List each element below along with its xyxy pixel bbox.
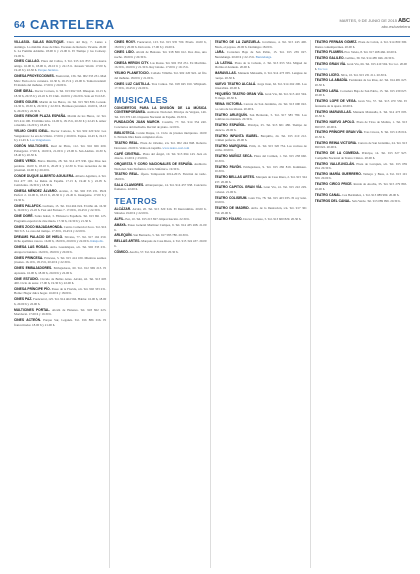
listing-name: CAFÉ CENTRAL. — [114, 151, 142, 156]
listing-entry — [14, 245, 106, 254]
listing-details: Fuencarral, 123. Tel. 915 935 700. Pixels. 16.00 h, 18.00 h y 20.00 h. Del revés. 17.00 h y 19.00 h. — [114, 40, 207, 49]
listing-name: YELMO PLANETOCIO. — [114, 71, 150, 76]
listing-entry — [14, 225, 106, 234]
listing-details: Alcalá de Henares. Tel. 918 826 612. Dos días, una noche. 18.00 h y 20.30 h. — [114, 50, 207, 59]
listing-details: San Bernardo, 5. Tel. 917 583 780. Los hombres no mienten. 20.30 h. — [214, 112, 307, 122]
listing-name: AMAYA. — [114, 223, 127, 228]
listing-details: Plaza de Colón, 4. Tel. 914 800 300. Danza contemporánea. 20.00 h. — [314, 40, 408, 49]
listing-entry — [315, 50, 407, 55]
edition-line: abc.es/cartelera — [381, 24, 410, 29]
listing-entry — [315, 199, 407, 204]
date-line: MARTES, 9 DE JUNIO DE 2015 ABC — [339, 18, 410, 24]
listing-entry — [215, 61, 307, 70]
listing-entry — [315, 130, 407, 139]
listing-name: TEATRO MARQUINA. — [214, 143, 249, 148]
listing-entry — [114, 152, 206, 161]
listing-name: TEATRO CANAL. — [314, 192, 342, 197]
listing-details: Martín de los Heros, 14. Tel. 915 593 836. Loreak. 16.30 h, 18.30 h, 20.30 h y 22.30 h. Hermosa juventud. 16.00 h, 18.10 h, 20.20 h y 22.30 h. — [14, 99, 107, 113]
column-3 — [215, 40, 311, 568]
listing-details: Bravo Murillo, 28. Tel. 914 473 930. Que Dios nos perdone. 16.00 h, 18.10 h, 20.20 h y 22.30 h. Tres recuerdos de mi juventud. 16.00 h y 20.20 h. — [14, 159, 107, 173]
listing-details: Collado Villalba. Tel. 902 220 922. Al filo del mañana. 18.00 h y 21.00 h. — [114, 71, 207, 80]
listing-name: TEATRO DE MADRID. — [214, 206, 250, 211]
listing-entry — [14, 256, 106, 265]
column-2 — [114, 40, 210, 568]
listing-name: TEATRO ESPAÑOL. — [214, 123, 247, 128]
listing-name: CINES LIDO. — [114, 50, 135, 55]
listing-name: ALCÁZAR. — [114, 206, 132, 211]
listing-name: LARA. — [214, 50, 225, 55]
listing-name: ODEÓN MULTICINES. — [14, 144, 49, 149]
listing-entry — [14, 189, 106, 203]
listing-details: Centro Comercial Zoco. Tel. 916 396 515. La casa del tiempo. 17.30 h, 19.45 h y 22.00 h. — [14, 224, 107, 234]
listing-details: Avda. Guadalajara, s/n. Tel. 902 333 231. Atrapa la bandera. 16.00 h, 18.00 h y 20.00 h. — [14, 245, 107, 254]
listing-entry — [215, 185, 307, 194]
listing-details: Sala Verde. Tel. 913 089 999. 20.30 h. — [351, 198, 401, 203]
listing-entry — [315, 56, 407, 61]
listing-details: Gran Vía, 66. Tel. 915 410 594. El mago. 20.30 h. — [214, 91, 307, 101]
listing-details: Pico Veleta, 8. Tel. 917 268 466. 20.00 h. — [344, 50, 398, 55]
listing-name: PEQUEÑO TEATRO GRAN VÍA. — [214, 91, 264, 96]
listing-details: Marqués de Casa Riera, 2. Tel. 915 324 437. 20.00 h. — [114, 239, 207, 248]
listing-details: Carrera de San Jerónimo, 24. Tel. 913 690 022. La cena de los idiotas. 20.00 h. — [214, 102, 307, 111]
listing-entry — [114, 120, 206, 129]
listing-details: Auditorio Nacional. Príncipe de Vergara, 146. Tel. 913 370 140. Orquesta Nacional de España. 19.30 h. — [114, 110, 207, 119]
listing-name: MULTICINES PORTAL. — [14, 307, 51, 312]
listing-details: Atocha, 57. Tel. 914 292 002. 20.30 h. — [129, 249, 179, 254]
listing-name: CONDE DUQUE ALBERTO AGUILERA. — [14, 174, 75, 179]
listing-name: TEATROS DEL CANAL. — [314, 198, 352, 203]
listing-details: Clara del Rey, 7. Lunes a domingo. La maldita clase de Dios. Escenas de Roberto Vicente. 20.00 h. La Familia Addams. 18.00 h y 21.00 h. El Tiempo y los Conway. 19.00 h. — [14, 40, 107, 58]
listing-entry — [14, 287, 106, 296]
listing-name: CINES ACTEÓN. — [14, 318, 42, 323]
listing-details: Fuencarral, 136. Tel. 902 333 231. Mad Max: Furia en la carretera. 16.30 h, 19.15 h y 22.00 h. Tomorrowland: El mundo del mañana. 17.00 h y 20.00 h. — [14, 74, 107, 88]
listing-entry — [215, 123, 307, 132]
listing-details: Auditorio Nacional. Sala Sinfónica. Ciclo Sinfónico. 19.30 h. — [114, 162, 207, 171]
listing-name: TEATRO REAL. — [114, 141, 139, 146]
listing-entry — [114, 217, 206, 222]
listing-highlight-link[interactable]: Toc toc. — [317, 66, 329, 71]
listing-entry — [114, 207, 206, 216]
listing-details: Cea Bermúdez, 1. Tel. 913 089 999. 20.00 h. — [342, 192, 400, 197]
listing-details: Paseo General Martínez Campos, 9. Tel. 914 435 268. 21.00 h. — [114, 223, 207, 232]
listing-name: CINES PAZ. — [14, 297, 33, 302]
listing-details: Gran Vía, 66. Tel. 915 410 594. Toc toc. 20.00 h. — [314, 62, 407, 71]
listing-name: MARAVILLAS. — [214, 71, 237, 76]
listing-name: CINESA HERON CITY. — [114, 60, 150, 65]
listing-details: Conde Duque, 11. Ciclo de jóvenes intérpretes. 19.00 h. Entrada libre hasta completar aforo. — [114, 130, 207, 140]
listing-entry — [215, 196, 307, 205]
listing-entry — [114, 61, 206, 70]
listing-details: Tres Cantos. Tel. 918 045 010. Whiplash. 17.30 h, 19.45 h y 22.00 h. — [114, 81, 207, 91]
listing-name: TEATRO ARLEQUÍN. — [214, 112, 248, 117]
listing-entry — [114, 131, 206, 140]
listing-entry — [14, 129, 106, 143]
header-rule — [14, 36, 410, 37]
listing-details: Real de Pinto, 112. Tel. 916 926 200. Poltergeist. 17.00 h, 19.00 h, 21.00 h y 23.00 h. San Andrés. 16.30 h, 18.40 h y 20.50 h. — [14, 144, 107, 158]
listing-name: CINES GOLEM. — [14, 99, 39, 104]
listing-name: TEATRO FÍGARO. — [214, 216, 243, 221]
listing-name: TEATRO BELLAS ARTES. — [214, 175, 255, 180]
listing-name: TEATRO PAVÓN. — [214, 164, 242, 169]
listing-entry — [315, 162, 407, 171]
listing-details: Ronda de Atocha, 35. Tel. 915 279 865. 20.00 h. — [314, 182, 407, 191]
listing-entry — [114, 250, 206, 255]
listing-details: Plaza de Lavapiés, s/n. Tel. 915 059 294. 20.30 h. — [314, 161, 407, 171]
musicals-list — [114, 106, 206, 192]
listing-name: TEATRO LA ABADÍA. — [314, 78, 349, 83]
listing-details: Jorge Juan, 62. Tel. 914 262 200. Los miserables. 20.00 h. — [214, 81, 307, 91]
listing-details: Doctor Cortezo, 5. Tel. 913 600 829. 20.30 h. — [243, 216, 302, 221]
listing-entry — [315, 73, 407, 78]
listing-entry — [114, 183, 206, 192]
listing-name: CINESA PROYECCIONES. — [14, 74, 55, 79]
listing-details: Príncipe, 14. Tel. 915 327 927. Compañía Nacional de Teatro Clásico. 20.00 h. — [314, 151, 407, 160]
listing-name: BIBLIOTECA. — [114, 130, 136, 135]
listing-highlight-link[interactable]: Burundanga. — [255, 54, 272, 59]
page-header — [14, 16, 410, 36]
listing-entry — [315, 110, 407, 119]
listing-name: ARLEQUÍN. — [114, 233, 133, 238]
theatres-heading: TEATROS — [114, 195, 158, 206]
listing-name: VILLASOL SALAS BOUTIQUE. — [14, 40, 65, 44]
listing-details: Jovellanos, 4. Tel. 915 245 400. Black, el payaso. 20.00 h. Domingos 18.00 h. — [214, 40, 307, 49]
listing-name: CINES LUZ CASTILLA. — [114, 81, 151, 86]
listing-entry — [14, 59, 106, 73]
listing-details: Embajadores, 60. Tel. 912 969 213. El Apóstata. 16.00 h, 18.00 h, 20.00 h y 22.00 h. — [14, 266, 107, 275]
listing-name: BELLAS ARTES. — [114, 239, 141, 244]
listing-entry — [215, 134, 307, 143]
listing-entry — [14, 89, 106, 98]
listing-name: CINE DORÉ. — [14, 214, 34, 219]
column-2-cinema-list — [114, 40, 206, 91]
listing-entry — [215, 92, 307, 101]
listing-details: Gran Vía, 78. Tel. 915 423 035. El rey león. 20.00 h. — [214, 195, 307, 205]
listing-entry — [215, 154, 307, 163]
listing-name: TEATRO NUEVO APOLO. — [314, 120, 356, 125]
listing-details: San Bernardo, 5. Tel. 917 583 780. 20.30 h. — [133, 233, 189, 238]
listing-details: Corredera Baja de San Pablo, 15. Tel. 915 239 027. Burundanga. 20.00 h y 22.15 h. — [214, 50, 307, 59]
listing-name: LA LATINA. — [214, 60, 234, 65]
listing-entry — [315, 40, 407, 49]
listing-name: TEATRO FERNÁN GÓMEZ. — [314, 40, 358, 44]
listing-details: Fernández de los Ríos, 42. Tel. 914 481 627. 20.30 h. — [314, 78, 407, 87]
listing-details: Santa Isabel, 3. Filmoteca Española. Tel. 913 691 125. Programa especial de cine mudo. 17.30 h, 19.30 h y 21.30 h. — [14, 214, 107, 223]
listing-highlight-link[interactable]: Parque Jurásico. — [37, 68, 59, 73]
listing-name: CONCIERTOS PARA LA DIVISIÓN DE LA MÚSICA CONTEMPORÁNEA. — [114, 105, 207, 115]
listing-name: TEATRO REINA VICTORIA. — [314, 140, 357, 145]
listing-entry — [14, 159, 106, 173]
listing-entry — [114, 223, 206, 232]
listing-details: Plaza del Callao, 3. Tel. 915 221 857. Una nueva amiga. 16.00 h, 18.00 h, 20.10 h y 22.15 h. Jurassic World. 17.00 h, 19.45 h y 22.30 h. — [14, 59, 107, 73]
listing-name: CINES ZOCO MAJADAHONDA. — [14, 224, 63, 229]
listing-name: TEATRO COLISEUM. — [214, 195, 248, 200]
listing-name: CINES ROXY. — [114, 40, 136, 44]
listing-entry — [14, 74, 106, 88]
listing-details: Barquillo, 24. Tel. 915 210 212. Crimen perfecto. 20.00 h. — [214, 133, 307, 143]
listing-details: Luchana, 15. Tel. 914 464 024. El niño 44. 16.30 h, 19.00 h y 21.45 h. Fast and Furious 7. 17.00 h, 19.45 h y 22.30 h. — [14, 203, 107, 213]
column-1 — [14, 40, 110, 568]
listing-details: Galileo, 39. Tel. 914 485 046. 20.30 h. — [345, 56, 395, 61]
listing-entry — [215, 82, 307, 91]
listing-entry — [14, 144, 106, 158]
listing-entry — [14, 214, 106, 223]
listing-entry — [14, 235, 106, 244]
listing-name: TEATRO LICEO. — [314, 72, 340, 77]
listing-entry — [215, 206, 307, 215]
listing-highlight-link[interactable]: Kinépolis. — [90, 239, 104, 244]
listing-entry — [114, 40, 206, 49]
listing-name: CINES EMBAJADORES. — [14, 266, 53, 271]
listing-entry — [215, 71, 307, 80]
listing-name: REINA VICTORIA. — [214, 102, 243, 107]
listing-details: Manuela Malasaña, 6. Tel. 914 473 005. Lenguas de cuerpo. 20.30 h. — [214, 71, 307, 80]
listing-details: Plaza de Tirso de Molina, 1. Tel. 913 690 637. 20.00 h. — [314, 120, 408, 129]
listing-name: TEATRO VALLE-INCLÁN. — [314, 161, 355, 166]
listing-name: TEATRO GRAN VÍA. — [314, 62, 347, 67]
listing-entry — [315, 182, 407, 191]
listing-details: Plaza de la Cebada, 2. Tel. 913 653 534. Miguel de Molina al desnudo. 20.00 h. — [214, 60, 307, 70]
listing-highlight-link[interactable]: Los Vengadores. — [29, 138, 52, 143]
listing-details: Círculo de Bellas Artes. Alcalá, 42. Tel. 913 605 400. Ciclo de autor. 17.00 h, 19.30 h y 22.00 h. — [14, 276, 107, 286]
listing-details: Acanto, 2. Tel. 902 333 231. Pitch Perfect 2. 16.00 h, 18.15 h, 20.30 h y 22.45 h. Insurgente. 17.00 h y 19.30 h. — [14, 188, 107, 202]
listing-details: Corredera Baja de San Pablo, 15. Tel. 915 239 027. 20.00 h. — [314, 88, 408, 98]
listing-name: FUNDACIÓN JUAN MARCH. — [114, 120, 161, 125]
listing-entry — [315, 193, 407, 198]
masthead — [339, 18, 410, 30]
listing-entry — [14, 100, 106, 114]
listing-details: Plaza del Ángel, 10. Tel. 913 694 143. Jazz en directo. 21.00 h y 23.00 h. — [114, 151, 207, 161]
listing-entry — [114, 172, 206, 181]
listing-entry — [215, 165, 307, 174]
listing-details: Plaza de Oriente, s/n. Tel. 902 244 848. Roberto Devereux. 20.00 h. Venta en taquilla. — [114, 141, 207, 150]
listing-name: TEATRO CIRCO PRICE. — [314, 182, 353, 187]
listing-name: TEATRO GALILEO. — [314, 56, 345, 61]
listing-details: Carrera de San Jerónimo, 24. Tel. 913 690 022. 20.00 h. — [314, 140, 407, 150]
listing-name: CINES RENOIR PLAZA ESPAÑA. — [14, 114, 67, 119]
listing-entry — [315, 141, 407, 150]
listing-details: Avda. de la Ilustración, s/n. Tel. 917 301 750. 20.00 h. — [214, 206, 307, 215]
listing-entry — [14, 318, 106, 327]
listing-details: Fuencarral, 125. Tel. 914 464 566. Hablar. 16.00 h, 18.00 h, 20.00 h y 22.00 h. — [14, 297, 107, 306]
listing-name: TEATRO INFANTA ISABEL. — [214, 133, 259, 138]
listing-entry — [14, 40, 106, 58]
listing-details: Príncipe, 25. Tel. 913 601 480. Tiempo de silencio. 20.00 h. — [214, 123, 307, 132]
listing-details: Gran Vía, 41. Tel. 915 222 229. Cabaret. 21.00 h. — [214, 185, 307, 194]
listing-details: Silva, 10. Tel. 915 231 211. 20.30 h. — [340, 72, 388, 77]
listing-details: Doctor Cortezo, 6. Tel. 913 692 518. Dheepan. 16.15 h, 18.30 h, 20.35 h y 22.45 h. El Club. 16.00 h y 20.20 h. Sólo en V.O.S.E. — [14, 89, 107, 98]
listing-details: Alberto Aguilera, 4. Tel. 914 477 193. La Reina de España. 17.15 h, 19.40 h y 22.05 h. Cenicienta. 16.30 h y 18.30 h. — [14, 174, 107, 188]
listing-name: ALFIL. — [114, 217, 125, 222]
listing-entry — [215, 102, 307, 111]
paper-name: ABC — [398, 18, 410, 24]
listing-entry — [14, 308, 106, 317]
listing-entry — [14, 204, 106, 213]
listing-details: Plaza del Carmen, 1. Tel. 915 238 660. 20.30 h. — [214, 154, 307, 163]
listing-details: Doctor Cortezo, 6. Tel. 902 220 922. Los Vengadores: La era de Ultrón. 17.00 h y 20.00 h. Espías. 16.45 h, 19.15 h y 21.45 h. — [14, 129, 107, 143]
listing-entry — [114, 239, 206, 248]
listing-name: TEATRO FLUMEN. — [314, 50, 344, 55]
listing-entry — [215, 175, 307, 184]
page-number: 64 — [14, 20, 26, 31]
listing-name: CINES PRINCESA. — [14, 255, 44, 260]
listing-name: CINE IDEAL. — [14, 89, 34, 94]
listing-entry — [215, 113, 307, 122]
listing-entry — [315, 99, 407, 108]
listing-name: TEATRO DE LA COMEDIA. — [314, 151, 360, 156]
listing-entry — [315, 78, 407, 87]
section-title: CARTELERA — [30, 17, 115, 32]
listing-name: TEATRO REAL. — [114, 172, 140, 177]
listing-name: NUEVO TEATRO ALCALÁ. — [214, 81, 257, 86]
listing-entry — [14, 266, 106, 275]
listing-details: Castelló, 77. Tel. 914 354 240. Conciertos del mediodía. Recital de piano. 12.00 h. — [114, 120, 207, 129]
theatres-list — [114, 207, 206, 254]
listing-name: TEATRO MARAVILLAS. — [314, 109, 352, 114]
listing-entry — [315, 151, 407, 160]
listing-details: Las Rozas. Tel. 902 333 231. Ex Machina. 16.30 h, 19.00 h y 21.30 h. Rey Gitano. 17.00 h y 19.15 h. — [114, 60, 207, 70]
listing-name: SALA CLAMORES. — [114, 182, 145, 187]
listing-name: CINESA MÉNDEZ ÁLVARO. — [14, 188, 58, 193]
listing-details: Parque Sur, Leganés. Tel. 916 886 016. El francotirador. 18.00 h y 21.00 h. — [14, 318, 107, 327]
listing-details: Marqués de Casa Riera, 2. Tel. 915 324 437. 20.00 h. — [214, 175, 307, 184]
listing-name: TEATRO CAPITOL GRAN VÍA. — [214, 185, 263, 190]
listing-details: Pez, 10. Tel. 915 215 827. Improvisación. 22.30 h. — [125, 217, 190, 222]
listing-details: Tres Cruces, 8. Tel. 915 218 016. 20.30 h. — [314, 130, 407, 139]
listing-entry — [14, 297, 106, 306]
listing-name: CINES PALAFOX. — [14, 203, 42, 208]
musicals-heading: MUSICALES — [114, 94, 168, 105]
listing-entry — [14, 277, 106, 286]
listing-entry — [215, 144, 307, 153]
listing-name: TEATRO MUÑOZ SECA. — [214, 154, 253, 159]
listing-entry — [215, 217, 307, 222]
listing-name: ORQUESTA Y CORO NACIONALES DE ESPAÑA. — [114, 162, 193, 167]
listing-name: CINES VERDI. — [14, 159, 37, 164]
listing-name: TEATRO PRÍNCIPE GRAN VÍA. — [314, 130, 363, 135]
listings-columns — [14, 40, 410, 568]
listing-details: Prim, 11. Tel. 915 320 754. Los vecinos de arriba. 20.00 h. — [214, 143, 307, 153]
listing-details: Alcalá de Henares. Tel. 918 822 223. Mortdecai. 17.00 h y 19.30 h. — [14, 307, 107, 317]
column-4 — [315, 40, 410, 568]
listing-name: CÓMICO. — [114, 249, 129, 254]
listing-name: TEATRO MARÍA GUERRERO. — [314, 171, 362, 176]
listing-entry — [114, 162, 206, 171]
listing-entry — [215, 40, 307, 49]
listing-details: Silvano, 77. Tel. 917 162 250. Ocho apellidos vascos. 16.00 h, 18.00 h, 20.00 h y 22.00 h. — [14, 234, 107, 244]
listing-name: CINESA LAS ROSAS. — [14, 245, 49, 250]
listing-name: TEATRO LOPE DE VEGA. — [314, 99, 357, 104]
listing-entry — [114, 82, 206, 91]
listing-entry — [114, 233, 206, 238]
listing-details: Embajadores, 9. Tel. 915 282 819. Kamikaze. 20.30 h. — [214, 164, 307, 174]
listing-entry — [315, 89, 407, 98]
listing-entry — [315, 120, 407, 129]
listing-entry — [14, 114, 106, 128]
listing-highlight-link[interactable]: www.teatro-real.com — [162, 145, 190, 150]
listing-entry — [114, 50, 206, 59]
listing-entry — [14, 174, 106, 188]
listing-details: Alburquerque, 14. Tel. 914 457 938. Concierto flamenco. 22.00 h. — [114, 182, 207, 192]
listing-entry — [114, 106, 206, 120]
listing-details: Princesa, 3. Tel. 915 414 100. Mientras seamos jóvenes. 16.10 h, 18.15 h, 20.20 h y 22.30 h. — [14, 255, 107, 265]
listing-entry — [215, 50, 307, 59]
listing-name: CINES CALLAO. — [14, 59, 40, 64]
listing-entry — [315, 172, 407, 181]
listing-name: TEATRO DE LA ZARZUELA. — [214, 40, 261, 44]
listing-name: TEATRO LARA. — [314, 88, 340, 93]
listing-details: Martín de los Heros, 12. Tel. 915 414 100. El último lobo. 16.00 h, 18.15 h, 20.30 h y 22.45 h. Amor a medida. 16.20 h y 18.20 h. — [14, 114, 107, 128]
listing-details: Tamayo y Baus, 4. Tel. 913 101 500. 20.00 h. — [314, 171, 407, 181]
listing-name: YELMO CINES IDEAL. — [14, 129, 50, 134]
listing-details: Gran Vía, 57. Tel. 915 470 536. El fantasma de la ópera. 20.00 h. — [314, 99, 407, 108]
listing-details: Paseo de la Florida, s/n. Tel. 902 333 231. Home: Hogar dulce hogar. 16.00 h y 18.00 h. — [14, 286, 107, 296]
listing-name: DREAMS PALACIO DE HIELO. — [14, 234, 64, 239]
listing-name: CINESA PRÍNCIPE PÍO. — [14, 286, 51, 291]
listing-entry — [114, 141, 206, 150]
listing-details: Alcalá, 20. Tel. 915 320 616. El Intercambio. 20.00 h. Sábados 19.00 h y 22.00 h. — [114, 206, 207, 216]
listing-details: Manuela Malasaña, 6. Tel. 914 473 005. 20.30 h. — [314, 109, 407, 119]
listing-details: Ópera. Temporada 2014-2015. Función de tarde. 18.00 h. — [114, 172, 207, 181]
listing-entry — [114, 71, 206, 80]
listing-entry — [315, 62, 407, 71]
listing-name: CINE ESTUDIO. — [14, 276, 39, 281]
